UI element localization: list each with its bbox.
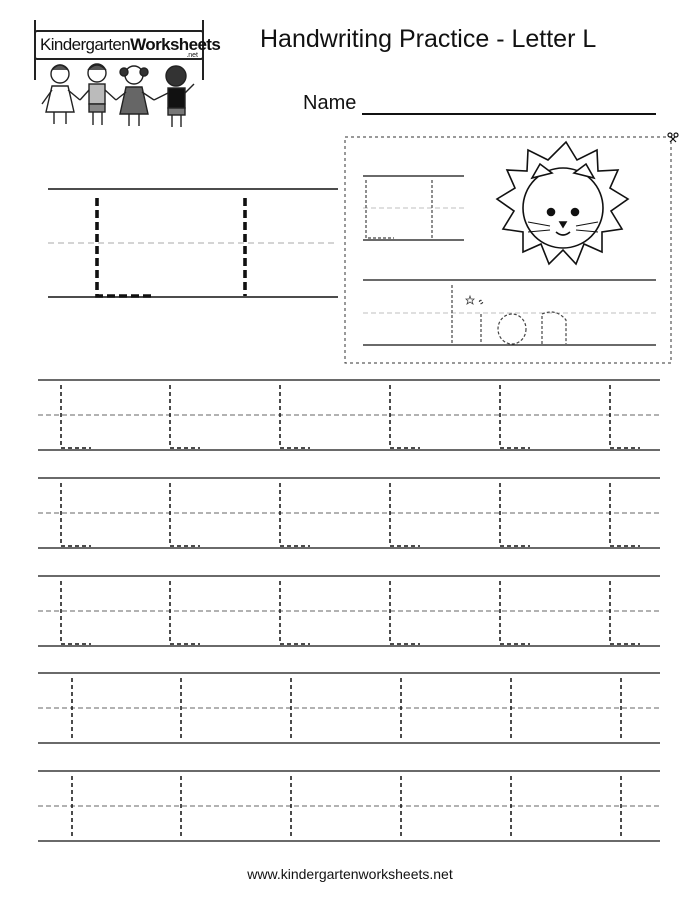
practice-row[interactable] [38, 576, 660, 646]
uppercase-l-trace [610, 581, 640, 644]
uppercase-l-trace [500, 385, 530, 448]
practice-row[interactable] [38, 478, 660, 548]
uppercase-l-trace [280, 483, 310, 546]
model-letter-section [48, 189, 338, 297]
uppercase-l-trace [170, 581, 200, 644]
start-star-icon [466, 296, 474, 304]
uppercase-l-trace [390, 385, 420, 448]
lion-face-icon [497, 142, 628, 264]
uppercase-l-trace [500, 581, 530, 644]
uppercase-l-trace [170, 385, 200, 448]
logo-children-illustration [42, 64, 194, 127]
uppercase-l-trace [500, 483, 530, 546]
uppercase-l-trace [61, 385, 91, 448]
uppercase-l-trace [280, 581, 310, 644]
practice-row[interactable] [38, 771, 660, 841]
practice-row[interactable] [38, 380, 660, 450]
footer-website: www.kindergartenworksheets.net [247, 866, 453, 882]
uppercase-l-trace [610, 385, 640, 448]
practice-rows [38, 380, 660, 841]
example-card [345, 133, 678, 363]
logo-brand-text: KindergartenWorksheets [40, 35, 221, 54]
uppercase-l-trace [390, 581, 420, 644]
scissors-icon [668, 133, 678, 142]
uppercase-l-trace [390, 483, 420, 546]
uppercase-l-trace [61, 581, 91, 644]
page-title: Handwriting Practice - Letter L [260, 25, 597, 53]
logo-domain-suffix: .net [186, 52, 198, 59]
card-word-lion-trace [452, 285, 566, 344]
model-uppercase-l-trace [97, 198, 155, 296]
uppercase-l-trace [170, 483, 200, 546]
name-label: Name [303, 92, 357, 114]
uppercase-l-trace [280, 385, 310, 448]
card-letter-pair [366, 180, 432, 238]
uppercase-l-trace [61, 483, 91, 546]
uppercase-l-trace [610, 483, 640, 546]
practice-row[interactable] [38, 673, 660, 743]
